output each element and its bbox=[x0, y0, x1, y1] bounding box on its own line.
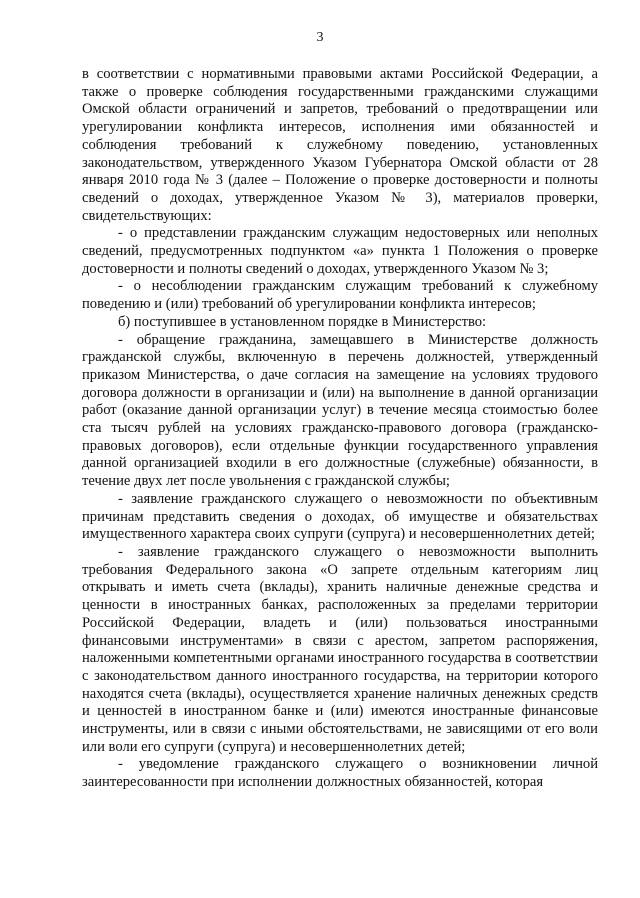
document-body bbox=[82, 66, 598, 792]
paragraph-received-items: б) поступившее в установленном порядке в Министерство: bbox=[118, 313, 487, 330]
paragraph-inaccurate-information: - о представлении гражданским служащим недостоверных или неполных сведений, предусмотренных подпунктом «а» пункта 1 Положения о проверке достоверности и полноты сведений о доходах, утвержденного Указом № 3; bbox=[82, 225, 598, 277]
paragraph-citizen-appeal: - обращение гражданина, замещавшего в Министерстве должность гражданской службы, включенную в перечень должностей, утвержденный приказом Министерства, о даче согласия на замещение на условиях трудового договора должности в организации и (или) на выполнение в данной организации работ (оказание данной организации услуг) в течение месяца стоимостью более ста тысяч рублей на условиях гражданско-правового договора (гражданско-правовых договоров), если отдельные функции государственного управления данной организацией входили в его должностные (служебные) обязанности, в течение двух лет после увольнения с гражданской службы; bbox=[82, 331, 598, 490]
paragraph-income-statement: - заявление гражданского служащего о невозможности по объективным причинам представить сведения о доходах, об имуществе и обязательствах имущественного характера своих супруги (супруга) и несовершеннолетних детей; bbox=[82, 490, 598, 543]
paragraph-foreign-accounts: - заявление гражданского служащего о невозможности выполнить требования Федерального закона «О запрете отдельным категориям лиц открывать и иметь счета (вклады), хранить наличные денежные средства и ценности в иностранных банках, расположенных за пределами территории Российской Федерации, владеть и (или) пользоваться иностранными финансовыми инструментами» в связи с арестом, запретом распоряжения, наложенными компетентными органами иностранного государства в соответствии с законодательством данного иностранного государства, на территории которого находятся счета (вклады), осуществляется хранение наличных денежных средств и ценностей в иностранном банке и (или) имеются иностранные финансовые инструменты, или в связи с иными обстоятельствами, не зависящими от его воли или воли его супруги (супруга) и несовершеннолетних детей; bbox=[82, 543, 598, 755]
paragraph-verification-materials: в соответствии с нормативными правовыми актами Российской Федерации, а также о проверке соблюдения государственными гражданскими служащими Омской области ограничений и запретов, требований о предотвращении или урегулировании конфликта интересов, исполнения ими обязанностей и соблюдения требований к служебному поведению, установленных законодательством, утвержденного Указом Губернатора Омской области от 28 января 2010 года № 3 (далее – Положение о проверке достоверности и полноты сведений о доходах, утвержденное Указом № 3), материалов проверки, свидетельствующих: bbox=[82, 66, 598, 224]
page-number: 3 bbox=[316, 30, 324, 45]
paragraph-conduct-requirements: - о несоблюдении гражданским служащим требований к служебному поведению и (или) требований об урегулировании конфликта интересов; bbox=[82, 278, 598, 313]
paragraph-personal-interest: - уведомление гражданского служащего о возникновении личной заинтересованности при исполнении должностных обязанностей, которая bbox=[82, 756, 598, 791]
